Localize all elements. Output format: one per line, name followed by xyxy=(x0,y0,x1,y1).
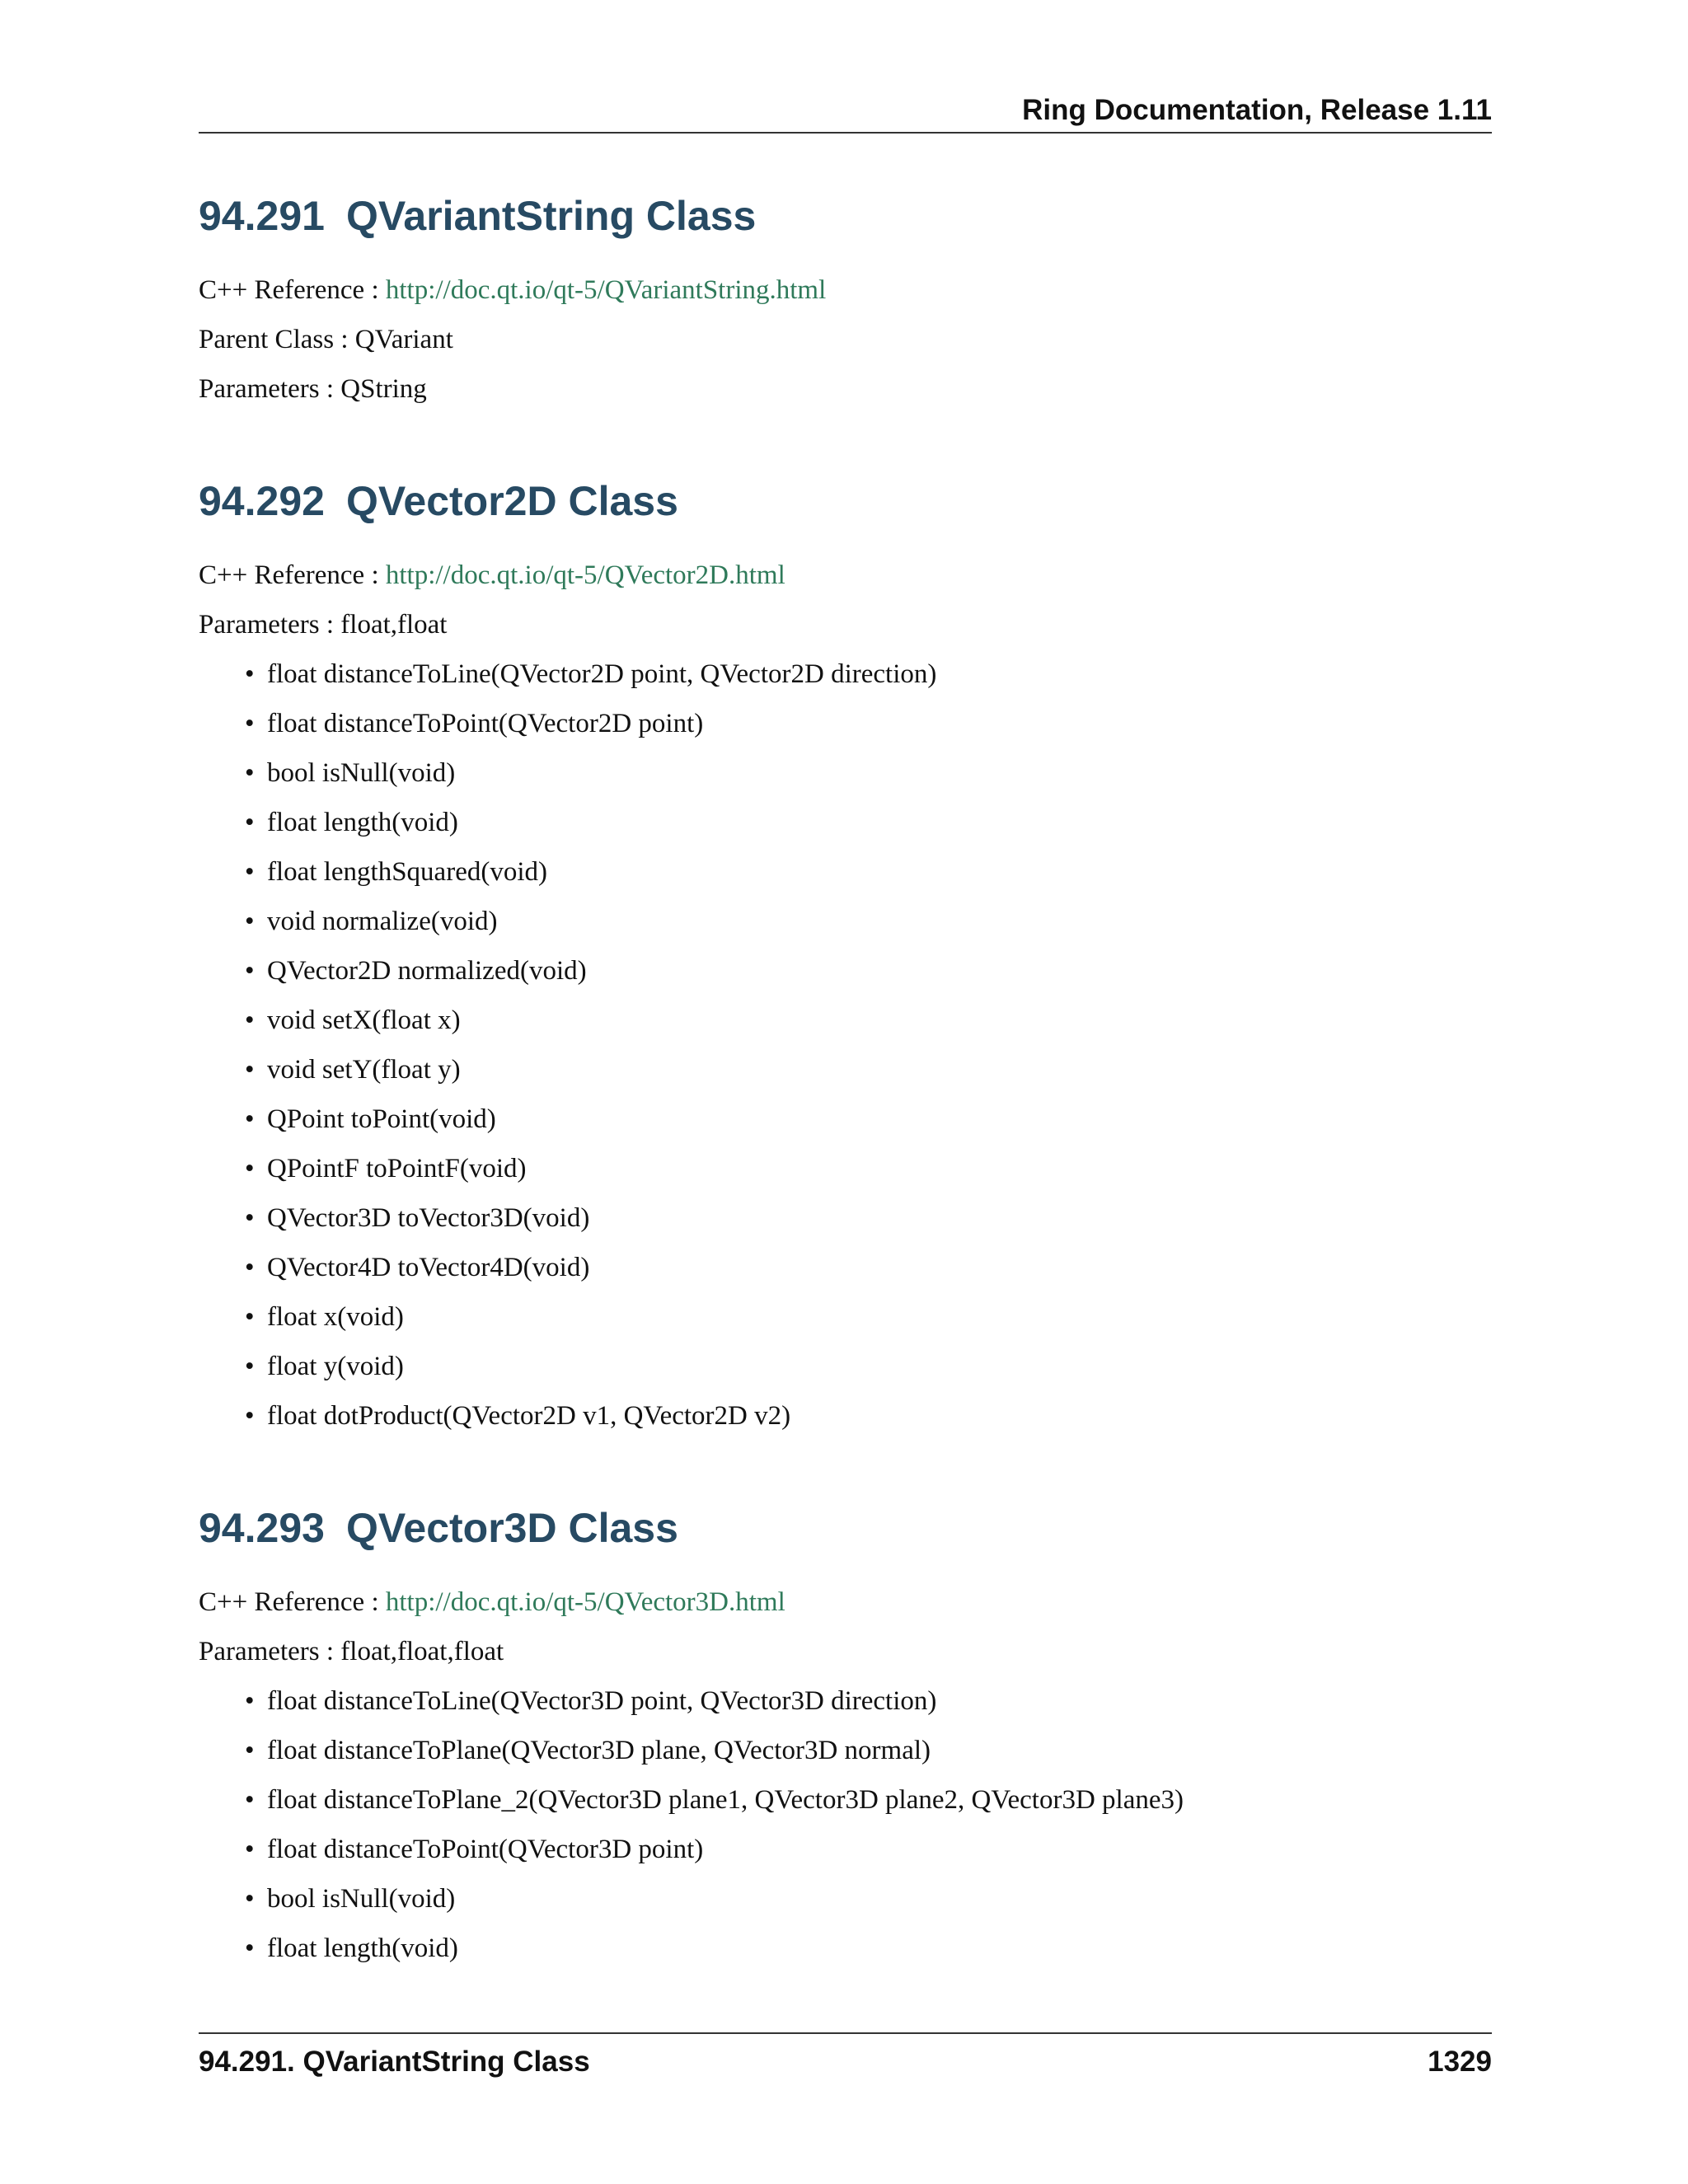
list-item: • float length(void) xyxy=(245,808,458,837)
bullet-icon: • xyxy=(245,758,255,788)
footer-section-title: 94.291. QVariantString Class xyxy=(199,2046,590,2078)
bullet-icon: • xyxy=(245,1104,255,1134)
bullet-icon: • xyxy=(245,1401,255,1431)
parameters-line xyxy=(199,608,1492,658)
list-item: • QVector3D toVector3D(void) xyxy=(245,1203,590,1233)
list-item: • float x(void) xyxy=(245,1302,404,1332)
list-item: • float distanceToPoint(QVector2D point) xyxy=(245,709,704,738)
bullet-icon: • xyxy=(245,1933,255,1963)
list-item: • float length(void) xyxy=(245,1933,458,1963)
bullet-icon: • xyxy=(245,1005,255,1035)
list-item: • float lengthSquared(void) xyxy=(245,857,547,887)
parameters-label: Parameters : xyxy=(199,610,335,640)
parent-label: Parent Class : xyxy=(199,325,349,354)
list-item: • QVector2D normalized(void) xyxy=(245,956,587,986)
reference-link[interactable]: http://doc.qt.io/qt-5/QVector3D.html xyxy=(385,1587,785,1617)
running-header xyxy=(199,91,1492,134)
list-item: • bool isNull(void) xyxy=(245,1884,456,1914)
section-number: 94.293 xyxy=(199,1505,325,1551)
method-list xyxy=(199,658,1492,1449)
list-item: • QPointF toPointF(void) xyxy=(245,1154,527,1183)
list-item: • void normalize(void) xyxy=(245,907,498,936)
bullet-icon: • xyxy=(245,1785,255,1815)
section-qvariantstring xyxy=(199,191,1492,422)
reference-link[interactable]: http://doc.qt.io/qt-5/QVector2D.html xyxy=(385,560,785,590)
section-title: QVector2D Class xyxy=(345,478,678,524)
reference-label: C++ Reference : xyxy=(199,1587,379,1617)
bullet-icon: • xyxy=(245,1302,255,1332)
bullet-icon: • xyxy=(245,1736,255,1765)
document-title: Ring Documentation, Release 1.11 xyxy=(1022,94,1492,126)
bullet-icon: • xyxy=(245,956,255,986)
bullet-icon: • xyxy=(245,1055,255,1085)
section-qvector2d xyxy=(199,476,1492,1449)
parameters-value: QString xyxy=(340,374,427,404)
page-number: 1329 xyxy=(1428,2046,1492,2078)
section-heading xyxy=(199,191,1492,241)
cpp-reference-line xyxy=(199,274,1492,323)
list-item: • float distanceToLine(QVector3D point, QVector3D direction) xyxy=(245,1686,937,1716)
parameters-label: Parameters : xyxy=(199,1637,335,1666)
parent-class-line xyxy=(199,323,1492,373)
parent-value: QVariant xyxy=(354,325,453,354)
list-item: • void setY(float y) xyxy=(245,1055,461,1085)
list-item: • float distanceToPlane_2(QVector3D plane1, QVector3D plane2, QVector3D plane3) xyxy=(245,1785,1184,1815)
bullet-icon: • xyxy=(245,857,255,887)
section-title: QVector3D Class xyxy=(345,1505,678,1551)
section-title: QVariantString Class xyxy=(345,193,757,239)
bullet-icon: • xyxy=(245,808,255,837)
parameters-label: Parameters : xyxy=(199,374,335,404)
bullet-icon: • xyxy=(245,1253,255,1282)
bullet-icon: • xyxy=(245,659,255,689)
cpp-reference-line xyxy=(199,559,1492,608)
list-item: • QPoint toPoint(void) xyxy=(245,1104,496,1134)
list-item: • void setX(float x) xyxy=(245,1005,461,1035)
list-item: • float distanceToLine(QVector2D point, QVector2D direction) xyxy=(245,659,937,689)
section-qvector3d xyxy=(199,1503,1492,1981)
list-item: • float dotProduct(QVector2D v1, QVector2D v2) xyxy=(245,1401,791,1431)
bullet-icon: • xyxy=(245,1686,255,1716)
parameters-value: float,float xyxy=(340,610,448,640)
bullet-icon: • xyxy=(245,1352,255,1381)
list-item: • float distanceToPlane(QVector3D plane, QVector3D normal) xyxy=(245,1736,931,1765)
section-number: 94.291 xyxy=(199,193,325,239)
section-heading xyxy=(199,476,1492,526)
section-number: 94.292 xyxy=(199,478,325,524)
bullet-icon: • xyxy=(245,907,255,936)
bullet-icon: • xyxy=(245,1154,255,1183)
bullet-icon: • xyxy=(245,1884,255,1914)
list-item: • float distanceToPoint(QVector3D point) xyxy=(245,1835,704,1864)
reference-link[interactable]: http://doc.qt.io/qt-5/QVariantString.html xyxy=(385,275,827,305)
method-list xyxy=(199,1685,1492,1981)
parameters-line xyxy=(199,1635,1492,1685)
document-page xyxy=(199,0,1492,2184)
bullet-icon: • xyxy=(245,1203,255,1233)
section-heading xyxy=(199,1503,1492,1553)
bullet-icon: • xyxy=(245,709,255,738)
parameters-line xyxy=(199,373,1492,422)
list-item: • QVector4D toVector4D(void) xyxy=(245,1253,590,1282)
cpp-reference-line xyxy=(199,1586,1492,1635)
bullet-icon: • xyxy=(245,1835,255,1864)
parameters-value: float,float,float xyxy=(340,1637,504,1666)
reference-label: C++ Reference : xyxy=(199,560,379,590)
reference-label: C++ Reference : xyxy=(199,275,379,305)
list-item: • bool isNull(void) xyxy=(245,758,456,788)
running-footer xyxy=(199,2032,1492,2083)
list-item: • float y(void) xyxy=(245,1352,404,1381)
